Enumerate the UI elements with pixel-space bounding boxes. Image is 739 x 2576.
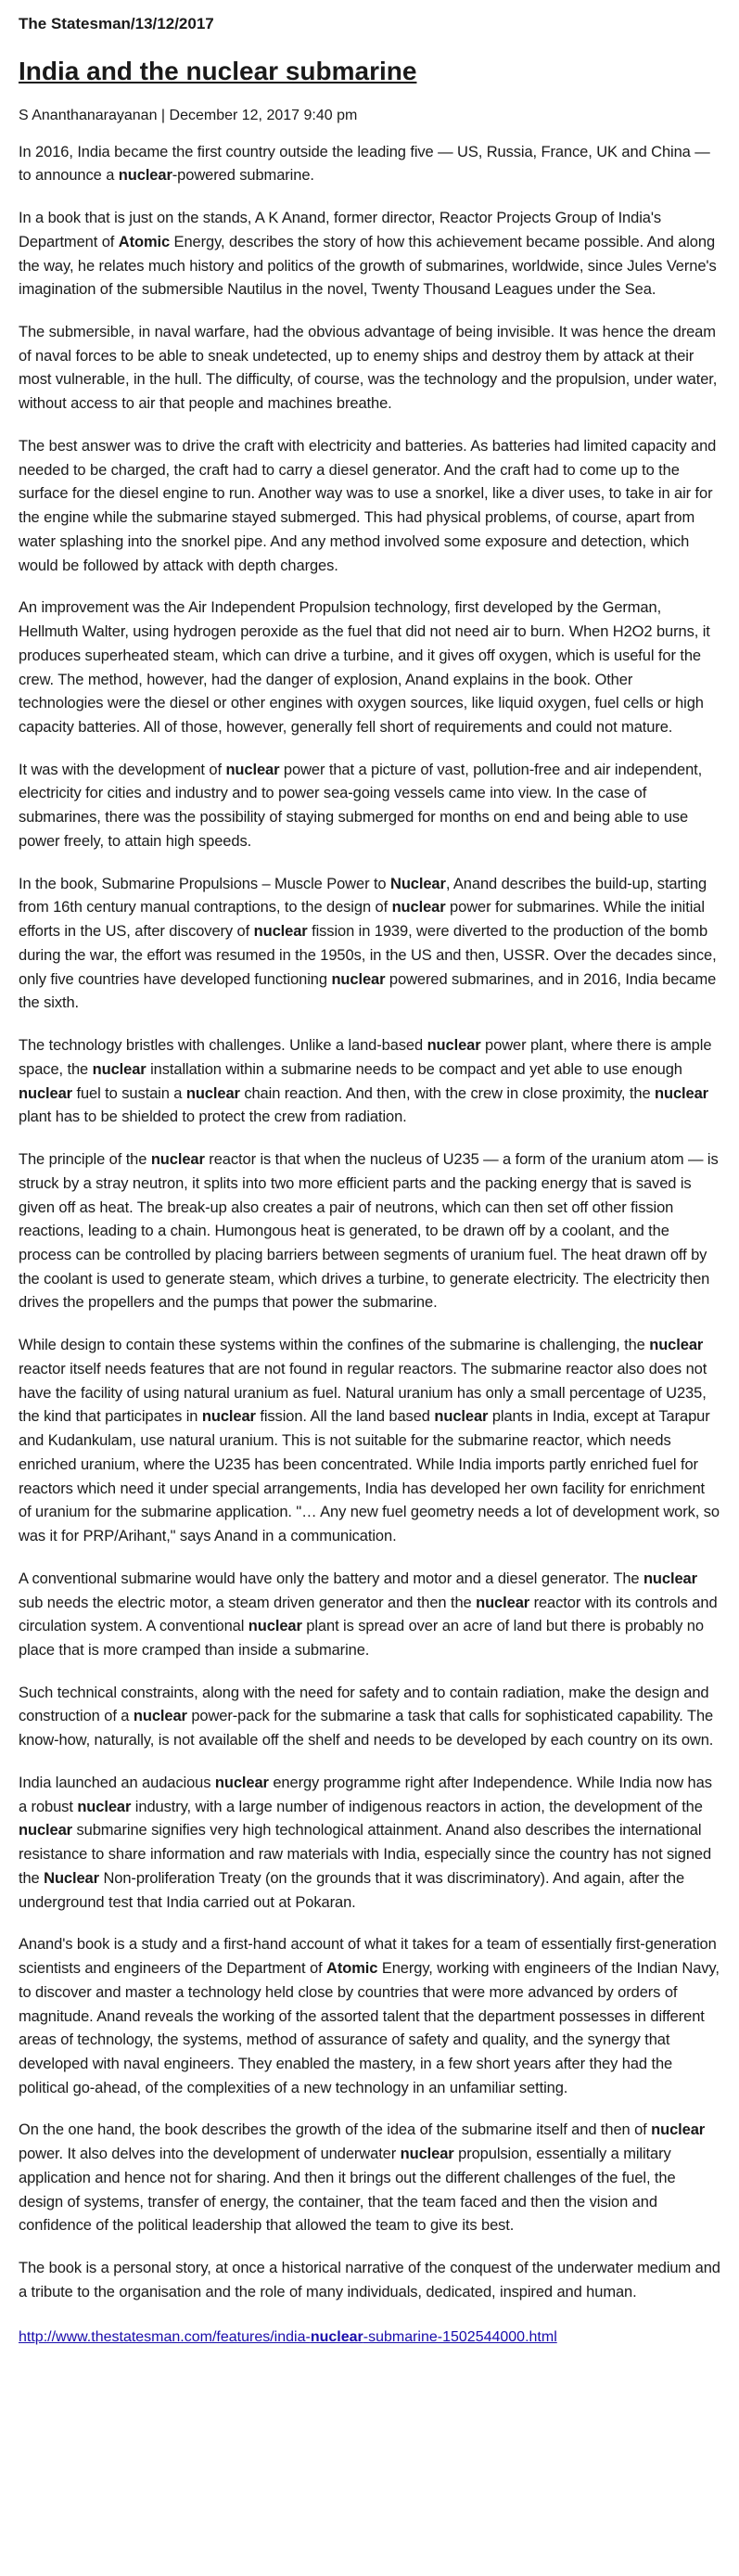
- text-run: -powered submarine.: [172, 167, 314, 185]
- text-run: A conventional submarine would have only the battery and motor and a diesel generator. The: [19, 1570, 643, 1587]
- article-paragraph: [19, 759, 720, 854]
- text-run[interactable]: http://www.thestatesman.com/features/india-: [19, 2328, 311, 2345]
- text-run: powered submarines, and in 2016, India became the sixth.: [19, 970, 717, 1012]
- text-run: In a book that is just on the stands, A K Anand, former director, Reactor Projects Group of India's Department of: [19, 210, 662, 250]
- text-run: It was with the development of: [19, 761, 226, 778]
- text-run: power. It also delves into the development of underwater: [19, 2146, 401, 2163]
- text-run: energy programme right after Independence. While India now has a robust: [19, 1774, 712, 1815]
- article-paragraph: [19, 141, 720, 188]
- highlighted-keyword: nuclear: [19, 1084, 72, 1102]
- highlighted-keyword: nuclear: [643, 1570, 697, 1587]
- byline: S Ananthanarayanan | December 12, 2017 9:40 pm: [19, 107, 358, 123]
- text-run: industry, with a large number of indigenous reactors in action, the development of the: [131, 1798, 703, 1815]
- text-run: power-pack for the submarine a task that calls for sophisticated capability. The know-how, naturally, is not available off the shelf and needs to be developed by each country on its own.: [19, 1708, 714, 1749]
- text-run: On the one hand, the book describes the growth of the idea of the submarine itself and then of: [19, 2121, 652, 2139]
- highlighted-keyword: nuclear: [201, 1408, 256, 1426]
- text-run: fission in 1939, were diverted to the production of the bomb during the war, the effort was resumed in the 1950s, in the US and then, USSR. Over the decades since, only five countries have developed functioning: [19, 923, 717, 988]
- text-run: plant has to be shielded to protect the crew from radiation.: [19, 1109, 407, 1126]
- highlighted-keyword: nuclear: [400, 2146, 454, 2163]
- text-run: power for submarines. While the initial efforts in the US, after discovery of: [19, 899, 705, 941]
- text-run: reactor is that when the nucleus of U235 — a form of the uranium atom — is struck by a stray neutron, it splits into two more efficient parts and the packing energy that is saved is given off as heat. The break-up also creates a pair of neutrons, which can then set off other fission reactions, leading to a chain. Humongous heat is generated, to be drawn off by a coolant, and the process can be controlled by placing barriers between segments of uranium fuel. The heat drawn off by the coolant is used to generate steam, which drives a turbine, to generate electricity. The electricity then drives the propellers and the pumps that power the submarine.: [19, 1151, 719, 1312]
- highlighted-keyword: Nuclear: [44, 1869, 99, 1887]
- text-run: The submersible, in naval warfare, had the obvious advantage of being invisible. It was hence the dream of naval forces to be able to sneak undetected, up to enemy ships and destroy them by attack at their most vulnerable, in the hull. The difficulty, of course, was the technology and the propulsion, under water, without access to air that people and machines breathe.: [19, 324, 718, 413]
- text-run: In 2016, India became the first country outside the leading five — US, Russia, France, UK and China — to announce a: [19, 143, 710, 185]
- text-run: , Anand describes the build-up, starting from 16th century manual contraptions, to the design of: [19, 875, 707, 916]
- article-body: [19, 141, 720, 2305]
- text-run: While design to contain these systems within the confines of the submarine is challenging, the: [19, 1337, 650, 1354]
- highlighted-keyword: nuclear: [19, 1822, 72, 1839]
- text-run: In the book, Submarine Propulsions – Muscle Power to: [19, 875, 390, 892]
- text-run: plants in India, except at Tarapur and Kudankulam, use natural uranium. This is not suitable for the submarine reactor, which needs enriched uranium, where the U235 has been concentrated. While India imports partly enriched fuel for reactors which need it under special arrangements, India has developed her own facility for enrichment of uranium for the submarine application. "… Any new fuel geometry needs a lot of development work, so was it for PRP/Arihant," says Anand in a communication.: [19, 1408, 720, 1545]
- text-run: plant is spread over an acre of land but there is probably no place that is more cramped than inside a submarine.: [19, 1618, 704, 1659]
- article-paragraph: [19, 873, 720, 1016]
- article-paragraph: [19, 1148, 720, 1315]
- article-paragraph: [19, 1034, 720, 1130]
- source-link[interactable]: [19, 2329, 557, 2346]
- highlighted-keyword: nuclear: [150, 1151, 205, 1169]
- article-paragraph: [19, 1933, 720, 2100]
- article-paragraph: [19, 1568, 720, 1663]
- highlighted-keyword: nuclear: [133, 1708, 187, 1725]
- text-run: The principle of the: [19, 1151, 151, 1169]
- text-run: reactor with its controls and circulation system. A conventional: [19, 1594, 718, 1635]
- article-paragraph: [19, 1682, 720, 1753]
- text-run: fuel to sustain a: [72, 1084, 186, 1102]
- text-run[interactable]: -submarine-1502544000.html: [363, 2328, 557, 2345]
- text-run: sub needs the electric motor, a steam driven generator and then the: [19, 1594, 477, 1611]
- text-run: chain reaction. And then, with the crew in close proximity, the: [239, 1084, 656, 1102]
- highlighted-keyword: nuclear: [427, 1037, 481, 1055]
- highlighted-keyword: nuclear: [248, 1618, 302, 1635]
- text-run: submarine signifies very high technological attainment. Anand also describes the international resistance to share information and raw materials with India, especially since the country has not signed the: [19, 1822, 712, 1887]
- text-run: power that a picture of vast, pollution-free and air independent, electricity for cities and industry and to power sea-going vessels came into view. In the case of submarines, there was the possibility of staying submerged for months on end and being able to use power freely, to attain high speeds.: [19, 761, 703, 850]
- text-run: propulsion, essentially a military application and hence not for sharing. And then it brings out the different challenges of the fuel, the design of systems, transfer of energy, the container, that the team faced and then the vision and confidence of the political leadership that allowed the team to give its best.: [19, 2146, 676, 2235]
- highlighted-keyword: nuclear: [185, 1084, 240, 1102]
- source-line: The Statesman/13/12/2017: [19, 15, 214, 32]
- article-paragraph: [19, 321, 720, 417]
- article-paragraph: [19, 1334, 720, 1549]
- highlighted-keyword: nuclear: [391, 899, 446, 916]
- article-paragraph: [19, 435, 720, 578]
- text-run: An improvement was the Air Independent Propulsion technology, first developed by the German, Hellmuth Walter, using hydrogen peroxide as the fuel that did not need air to burn. When H2O2 burns, it produces superheated steam, which can drive a turbine, and it gives off oxygen, which is useful for the crew. The method, however, had the danger of explosion, Anand explains in the book. Other technologies were the diesel or other engines with oxygen sources, like liquid oxygen, fuel cells or high capacity batteries. All of those, however, generally fell short of requirements and could not mature.: [19, 599, 710, 737]
- text-run: fission. All the land based: [255, 1408, 435, 1426]
- text-run: The book is a personal story, at once a historical narrative of the conquest of the underwater medium and a tribute to the organisation and the role of many individuals, dedicated, inspired and human.: [19, 2260, 720, 2300]
- highlighted-keyword: nuclear: [331, 970, 386, 988]
- text-run: installation within a submarine needs to be compact and yet able to use enough: [146, 1060, 682, 1078]
- article-paragraph: [19, 207, 720, 302]
- highlighted-keyword: nuclear: [77, 1798, 132, 1815]
- text-run: Energy, working with engineers of the Indian Navy, to discover and master a technology held close by countries that were more advanced by orders of magnitude. Anand reveals the working of the assorted talent that the department possesses in different areas of technology, the systems, method of assurance of safety and quality, and the synergy that developed with naval engineers. They enabled the mastery, in a few short years after they had the political go-ahead, of the complexities of a new technology in an unfamiliar setting.: [19, 1960, 720, 2096]
- text-run: Non-proliferation Treaty (on the grounds that it was discriminatory). And again, after the underground test that India carried out at Pokaran.: [19, 1869, 685, 1911]
- highlighted-keyword: nuclear: [225, 761, 280, 778]
- highlighted-keyword: nuclear: [651, 2121, 706, 2139]
- article-paragraph: [19, 596, 720, 739]
- text-run: Anand's book is a study and a first-hand account of what it takes for a team of essentially first-generation scientists and engineers of the Department of: [19, 1936, 717, 1978]
- article-paragraph: [19, 2257, 720, 2304]
- text-run: Such technical constraints, along with the need for safety and to contain radiation, make the design and construction of a: [19, 1684, 709, 1725]
- highlighted-keyword[interactable]: nuclear: [310, 2328, 363, 2345]
- text-run: The technology bristles with challenges. Unlike a land-based: [19, 1037, 427, 1055]
- highlighted-keyword: nuclear: [92, 1060, 147, 1078]
- headline: India and the nuclear submarine: [19, 57, 417, 85]
- article-paragraph: [19, 1772, 720, 1915]
- highlighted-keyword: nuclear: [434, 1408, 489, 1426]
- highlighted-keyword: nuclear: [649, 1337, 704, 1354]
- text-run: Energy, describes the story of how this achievement became possible. And along the way, he relates much history and politics of the growth of submarines, worldwide, since Jules Verne's imagination of the submersible Nautilus in the novel, Twenty Thousand Leagues under the Sea.: [19, 233, 717, 299]
- highlighted-keyword: nuclear: [214, 1774, 269, 1791]
- text-run: reactor itself needs features that are not found in regular reactors. The submarine reactor also does not have the facility of using natural uranium as fuel. Natural uranium has only a small percentage of U235, the kind that participates in: [19, 1360, 707, 1426]
- text-run: power plant, where there is ample space, the: [19, 1037, 712, 1078]
- highlighted-keyword: Atomic: [118, 233, 171, 250]
- highlighted-keyword: nuclear: [655, 1084, 709, 1102]
- text-run: India launched an audacious: [19, 1774, 215, 1791]
- article-paragraph: [19, 2119, 720, 2238]
- highlighted-keyword: Nuclear: [390, 875, 446, 892]
- highlighted-keyword: nuclear: [118, 167, 172, 185]
- highlighted-keyword: Atomic: [326, 1960, 378, 1978]
- text-run: The best answer was to drive the craft with electricity and batteries. As batteries had limited capacity and needed to be charged, the craft had to carry a diesel generator. And the craft had to come up to the surface for the diesel engine to run. Another way was to use a snorkel, like a diver uses, to take in air for the engine while the submarine stayed submerged. This had physical problems, of course, apart from water splashing into the snorkel pipe. And any method involved some exposure and detection, which would be followed by attack with depth charges.: [19, 437, 717, 574]
- highlighted-keyword: nuclear: [253, 923, 308, 941]
- highlighted-keyword: nuclear: [476, 1594, 530, 1611]
